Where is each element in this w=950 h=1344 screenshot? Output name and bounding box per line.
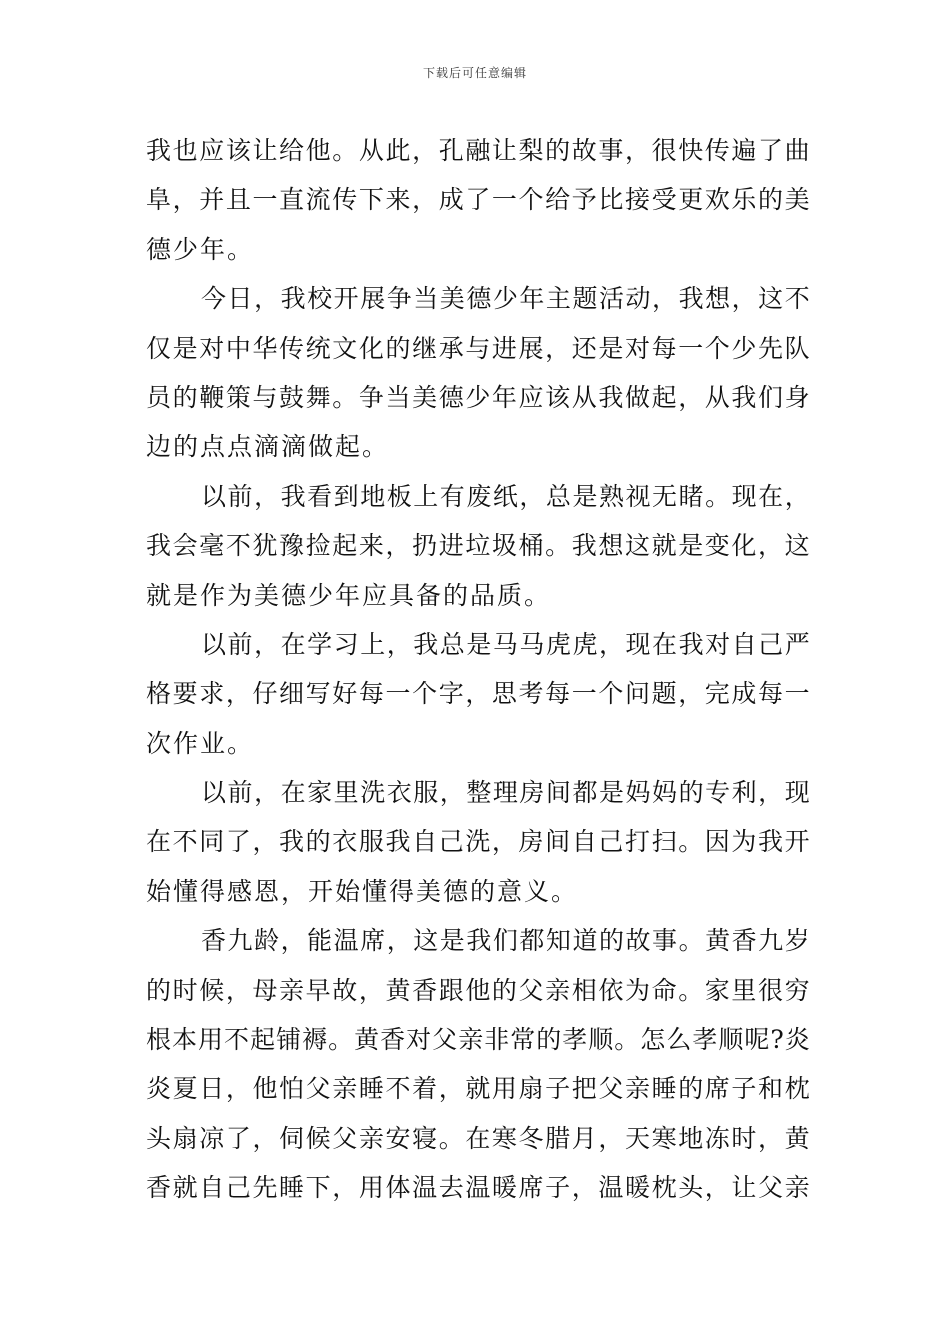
text-line: 仅 是 对 中 华 传 统 文 化 的 继 承 与 进 展 ， 还 是 对 每 一 个 少 先 队 — [146, 333, 810, 363]
text-line: 根 本 用 不 起 铺 褥 。 黄 香 对 父 亲 非 常 的 孝 顺 。 怎 么 孝 顺 呢 ? 炎 — [146, 1025, 810, 1055]
text-line: 次作业。 — [146, 728, 255, 758]
text-line: 我 也 应 该 让 给 他 。 从 此 ， 孔 融 让 梨 的 故 事 ， 很 快 传 遍 了 曲 — [146, 136, 810, 165]
body-text — [146, 126, 810, 1213]
text-line: 以 前 ， 在 学 习 上 ， 我 总 是 马 马 虎 虎 ， 现 在 我 对 自 己 严 — [201, 629, 810, 659]
text-line: 以 前 ， 我 看 到 地 板 上 有 废 纸 ， 总 是 熟 视 无 睹 。 现 在 ， — [201, 481, 810, 511]
text-line: 始懂得感恩，开始懂得美德的意义。 — [146, 876, 579, 906]
text-line: 以 前 ， 在 家 里 洗 衣 服 ， 整 理 房 间 都 是 妈 妈 的 专 利 ， 现 — [201, 778, 810, 808]
text-line: 德少年。 — [146, 234, 255, 264]
page-header: 下载后可任意编辑 — [422, 66, 527, 80]
text-line: 香 九 龄 ， 能 温 席 ， 这 是 我 们 都 知 道 的 故 事 。 黄 香 九 岁 — [201, 926, 810, 956]
text-line: 的 时 候 ， 母 亲 早 故 ， 黄 香 跟 他 的 父 亲 相 依 为 命 。 家 里 很 穷 — [146, 975, 810, 1005]
text-line: 边的点点滴滴做起。 — [146, 432, 390, 462]
text-line: 阜 ， 并 且 一 直 流 传 下 来 ， 成 了 一 个 给 予 比 接 受 更 欢 乐 的 美 — [146, 185, 810, 215]
text-line: 头 扇 凉 了 ， 伺 候 父 亲 安 寝 。 在 寒 冬 腊 月 ， 天 寒 地 冻 时 ， 黄 — [146, 1123, 810, 1153]
text-line: 员 的 鞭 策 与 鼓 舞 。 争 当 美 德 少 年 应 该 从 我 做 起 ， 从 我 们 身 — [146, 382, 810, 412]
text-line: 今 日 ， 我 校 开 展 争 当 美 德 少 年 主 题 活 动 ， 我 想 ， 这 不 — [201, 284, 810, 314]
text-line: 炎 夏 日 ， 他 怕 父 亲 睡 不 着 ， 就 用 扇 子 把 父 亲 睡 的 席 子 和 枕 — [146, 1074, 810, 1104]
text-line: 就是作为美德少年应具备的品质。 — [146, 580, 552, 610]
text-line: 香 就 自 己 先 睡 下 ， 用 体 温 去 温 暖 席 子 ， 温 暖 枕 头 ， 让 父 亲 — [146, 1173, 810, 1203]
text-line: 我 会 毫 不 犹 豫 捡 起 来 ， 扔 进 垃 圾 桶 。 我 想 这 就 是 变 化 ， 这 — [146, 531, 810, 561]
text-line: 格 要 求 ， 仔 细 写 好 每 一 个 字 ， 思 考 每 一 个 问 题 ， 完 成 每 一 — [146, 679, 810, 709]
text-line: 在 不 同 了 ， 我 的 衣 服 我 自 己 洗 ， 房 间 自 己 打 扫 。 因 为 我 开 — [146, 827, 810, 857]
